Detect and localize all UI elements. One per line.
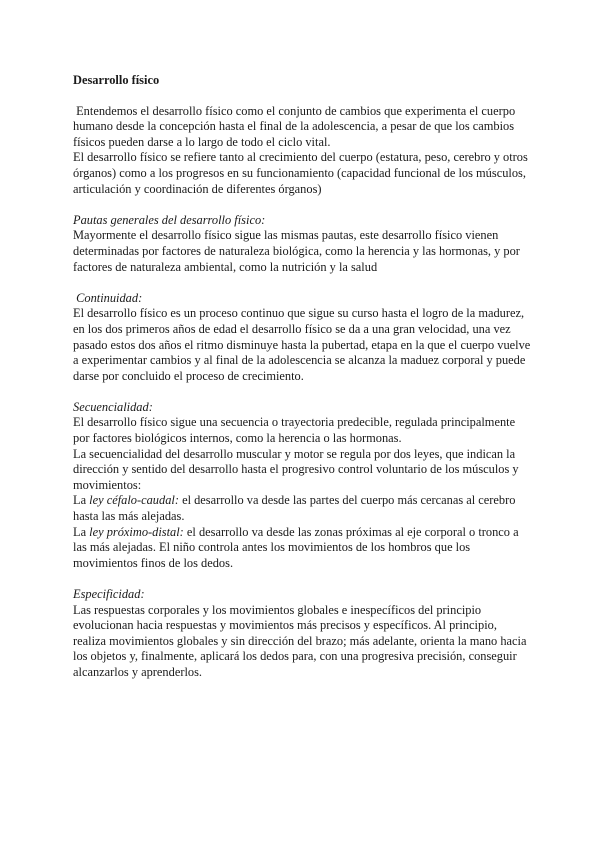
spacer [73, 571, 533, 587]
law-prefix: La [73, 524, 90, 539]
document-body [73, 73, 533, 681]
law-text: el desarrollo va desde las partes del cuerpo más cercanas al cerebro hasta las más alejadas. [73, 493, 516, 524]
section-heading-especificidad: Especificidad: [73, 587, 145, 601]
intro-paragraph-2: El desarrollo físico se refiere tanto al crecimiento del cuerpo (estatura, peso, cerebro y otros órganos) como a los progresos en su funcionamiento (capacidad funcional de los músculos, articulación y coordinación de diferentes órganos) [73, 150, 528, 196]
section-text-especificidad: Las respuestas corporales y los movimientos globales e inespecíficos del principio evolucionan hacia respuestas y movimientos más precisos y específicos. Al principio, realiza movimientos globales y sin dirección del brazo; más adelante, orienta la mano hacia los objetos y, finalmente, aplicará los dedos para, con una progresiva precisión, conseguir alcanzarlos y aprenderlos. [73, 602, 527, 679]
section-text-pautas: Mayormente el desarrollo físico sigue las mismas pautas, este desarrollo físico vienen determinadas por factores de naturaleza biológica, como la herencia y las hormonas, y por factores de naturaleza ambiental, como la nutrición y la salud [73, 228, 520, 274]
section-text-continuidad: El desarrollo físico es un proceso continuo que sigue su curso hasta el logro de la madurez, en los dos primeros años de edad el desarrollo físico se da a una gran velocidad, una vez pasado estos dos años el ritmo disminuye hasta la pubertad, etapa en la que el cuerpo vuelve a experimentar cambios y al final de la adolescencia se alcanza la maduez corporal y puede darse por concluido el proceso de crecimiento. [73, 306, 531, 383]
section-text-secuencialidad-2: La secuencialidad del desarrollo muscular y motor se regula por dos leyes, que indican la dirección y sentido del desarrollo hasta el progresivo control voluntario de los músculos y movimientos: [73, 446, 519, 492]
section-heading-pautas: Pautas generales del desarrollo físico: [73, 212, 266, 227]
law-name: ley céfalo-caudal: [89, 493, 179, 508]
law-cefalo-caudal [73, 493, 533, 524]
law-prefix: La [73, 493, 90, 508]
document-title: Desarrollo físico [73, 73, 160, 87]
spacer [73, 275, 533, 291]
law-name: ley próximo-distal: [89, 524, 184, 539]
section-heading-continuidad: Continuidad: [73, 290, 143, 305]
spacer [73, 197, 533, 213]
section-heading-secuencialidad: Secuencialidad: [73, 399, 153, 414]
law-text: el desarrollo va desde las zonas próximas al eje corporal o tronco a las más alejadas. El niño controla antes los movimientos de los hombros que los movimientos finos de los dedos. [73, 524, 519, 570]
section-text-secuencialidad-1: El desarrollo físico sigue una secuencia o trayectoria predecible, regulada principalmente por factores biológicos internos, como la herencia o las hormonas. [73, 415, 516, 446]
intro-paragraph-1: Entendemos el desarrollo físico como el conjunto de cambios que experimenta el cuerpo humano desde la concepción hasta el final de la adolescencia, a pesar de que los cambios físicos pueden darse a lo largo de todo el ciclo vital. [73, 103, 519, 149]
law-proximo-distal [73, 525, 533, 572]
spacer [73, 384, 533, 400]
